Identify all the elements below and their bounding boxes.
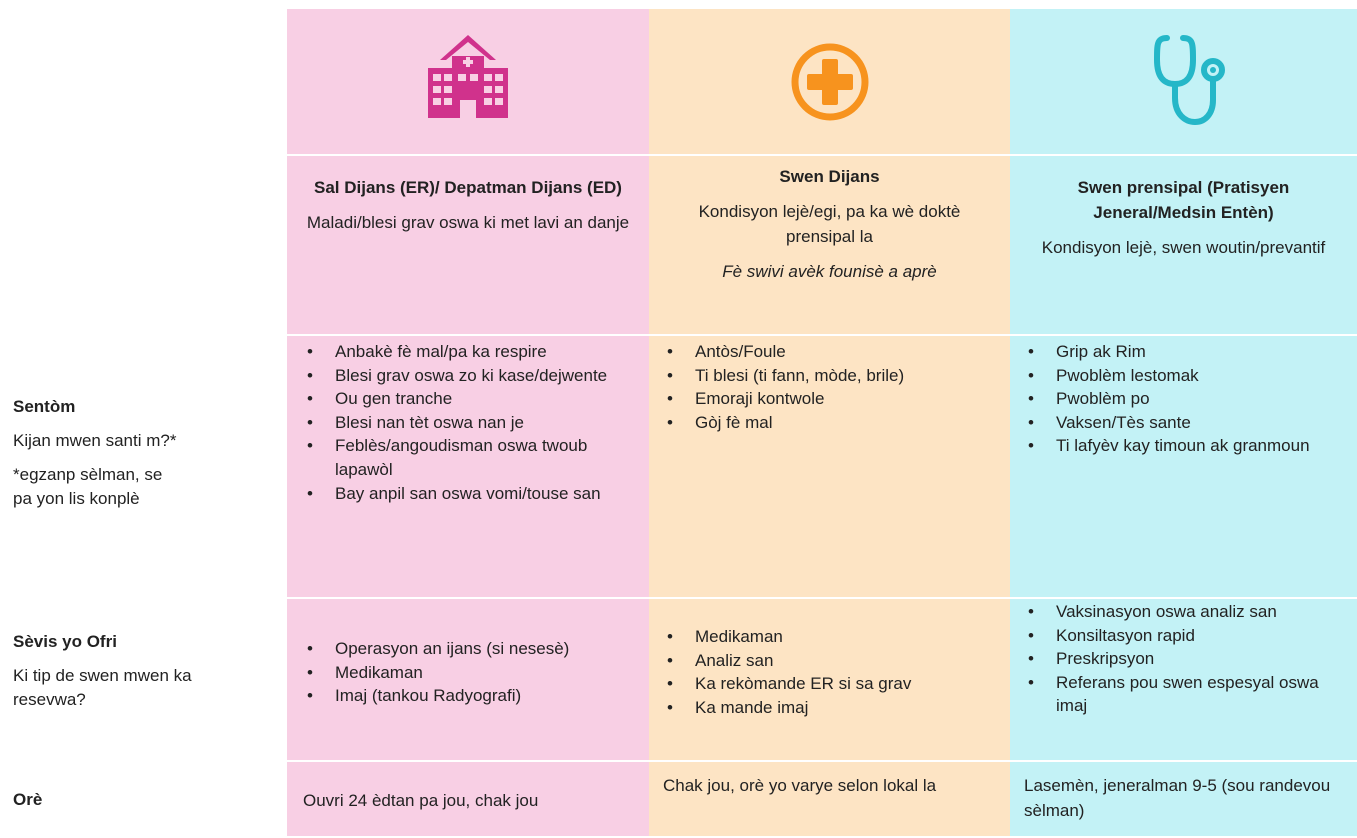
- row-label-services: [13, 630, 273, 712]
- list-item: • Feblès/angoudisman oswa twoub lapawòl: [303, 434, 643, 481]
- list-item: • Konsiltasyon rapid: [1024, 624, 1344, 648]
- list-item: • Blesi grav oswa zo ki kase/dejwente: [303, 364, 643, 388]
- list-item: • Medikaman: [663, 625, 1008, 649]
- pc-hours: Lasemèn, jeneralman 9-5 (sou randevou sèlman): [1024, 776, 1331, 820]
- list-item: • Referans pou swen espesyal oswa imaj: [1024, 671, 1344, 718]
- list-item: • Ka rekòmande ER si sa grav: [663, 672, 1008, 696]
- er-hours: Ouvri 24 èdtan pa jou, chak jou: [303, 791, 539, 810]
- list-item: • Anbakè fè mal/pa ka respire: [303, 340, 643, 364]
- list-item: • Blesi nan tèt oswa nan je: [303, 411, 643, 435]
- uc-title: Swen Dijans: [779, 167, 880, 186]
- pc-symptoms-list: [1024, 340, 1329, 458]
- divider-services: [287, 760, 1357, 762]
- divider-description: [287, 334, 1357, 336]
- list-item: • Emoraji kontwole: [663, 387, 1008, 411]
- symptoms-question: Kijan mwen santi m?*: [13, 431, 177, 450]
- services-question: Ki tip de swen mwen ka resevwa?: [13, 666, 192, 709]
- uc-header: [669, 164, 990, 284]
- hours-title: Orè: [13, 790, 43, 809]
- list-item: • Preskripsyon: [1024, 647, 1344, 671]
- list-item: • Antòs/Foule: [663, 340, 1008, 364]
- er-description: Maladi/blesi grav oswa ki met lavi an danje: [306, 213, 630, 232]
- pc-services-list: [1024, 600, 1344, 718]
- list-item: • Bay anpil san oswa vomi/touse san: [303, 482, 643, 506]
- er-title: Sal Dijans (ER)/ Depatman Dijans (ED): [314, 178, 622, 197]
- divider-symptoms: [287, 597, 1357, 599]
- medical-cross-icon: [770, 30, 890, 130]
- symptoms-footnote: *egzanp sèlman, se pa yon lis konplè: [13, 465, 163, 508]
- list-item: • Medikaman: [303, 661, 648, 685]
- symptoms-title: Sentòm: [13, 397, 76, 416]
- er-symptoms-list: [303, 340, 643, 505]
- uc-services-list: [663, 625, 1008, 719]
- list-item: • Pwoblèm po: [1024, 387, 1329, 411]
- uc-description: Kondisyon lejè/egi, pa ka wè doktè prensipal la: [698, 202, 961, 246]
- er-header: [297, 175, 639, 235]
- list-item: • Ka mande imaj: [663, 696, 1008, 720]
- list-item: • Vaksinasyon oswa analiz san: [1024, 600, 1344, 624]
- list-item: • Ti blesi (ti fann, mòde, brile): [663, 364, 1008, 388]
- list-item: • Ti lafyèv kay timoun ak granmoun: [1024, 434, 1329, 458]
- er-services-list: [303, 637, 648, 708]
- row-label-hours: [13, 788, 273, 812]
- services-title: Sèvis yo Ofri: [13, 632, 117, 651]
- list-item: • Ou gen tranche: [303, 387, 643, 411]
- pc-title: Swen prensipal (Pratisyen Jeneral/Medsin Entèn): [1077, 178, 1290, 222]
- hospital-icon: [408, 30, 528, 130]
- list-item: • Grip ak Rim: [1024, 340, 1329, 364]
- pc-description: Kondisyon lejè, swen woutin/prevantif: [1041, 238, 1326, 257]
- uc-hours: Chak jou, orè yo varye selon lokal la: [663, 776, 937, 795]
- list-item: • Operasyon an ijans (si nesesè): [303, 637, 648, 661]
- list-item: • Pwoblèm lestomak: [1024, 364, 1329, 388]
- list-item: • Analiz san: [663, 649, 1008, 673]
- list-item: • Imaj (tankou Radyografi): [303, 684, 648, 708]
- list-item: • Vaksen/Tès sante: [1024, 411, 1329, 435]
- stethoscope-icon: [1125, 30, 1245, 130]
- uc-symptoms-list: [663, 340, 1008, 434]
- uc-followup-note: Fè swivi avèk founisè a aprè: [722, 262, 937, 281]
- list-item: • Gòj fè mal: [663, 411, 1008, 435]
- divider-header: [287, 154, 1357, 156]
- row-label-symptoms: [13, 395, 273, 511]
- pc-header: [1025, 175, 1342, 260]
